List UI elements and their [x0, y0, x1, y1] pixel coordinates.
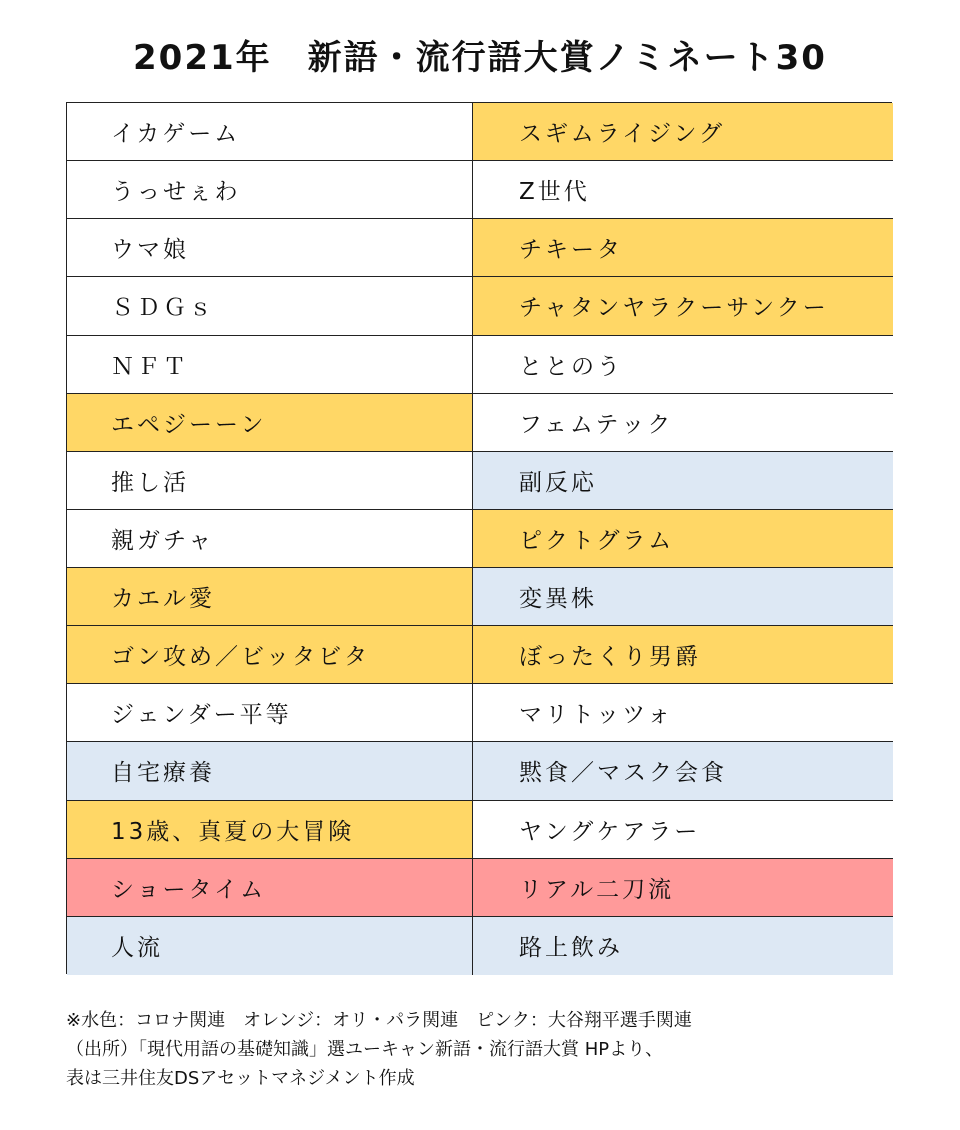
table-cell: 副反応 — [473, 452, 893, 510]
table-cell: リアル二刀流 — [473, 859, 893, 917]
table-cell: 人流 — [67, 917, 473, 975]
color-legend-note: ※水色：コロナ関連 オレンジ：オリ・パラ関連 ピンク：大谷翔平選手関連 — [66, 1010, 692, 1031]
table-cell: ウマ娘 — [67, 219, 473, 277]
table-cell: ショータイム — [67, 859, 473, 917]
author-note: 表は三井住友DSアセットマネジメント作成 — [66, 1068, 415, 1089]
table-cell: Z世代 — [473, 161, 893, 219]
table-cell: ピクトグラム — [473, 510, 893, 568]
table-cell: チャタンヤラクーサンクー — [473, 277, 893, 335]
table-cell: チキータ — [473, 219, 893, 277]
table-cell: ジェンダー平等 — [67, 684, 473, 742]
table-cell: 黙食／マスク会食 — [473, 742, 893, 800]
table-cell: 親ガチャ — [67, 510, 473, 568]
table-cell: エペジーーン — [67, 394, 473, 452]
table-cell: イカゲーム — [67, 103, 473, 161]
table-cell: ととのう — [473, 336, 893, 394]
table-cell: カエル愛 — [67, 568, 473, 626]
table-cell: 変異株 — [473, 568, 893, 626]
table-cell: 自宅療養 — [67, 742, 473, 800]
table-cell: 13歳、真夏の大冒険 — [67, 801, 473, 859]
footnotes — [66, 1006, 946, 1093]
table-cell: 推し活 — [67, 452, 473, 510]
table-cell: ぼったくり男爵 — [473, 626, 893, 684]
table-cell: マリトッツォ — [473, 684, 893, 742]
table-cell: ヤングケアラー — [473, 801, 893, 859]
nominee-table — [66, 102, 892, 974]
table-cell: ゴン攻め／ビッタビタ — [67, 626, 473, 684]
table-cell: ＳＤＧｓ — [67, 277, 473, 335]
table-cell: ＮＦＴ — [67, 336, 473, 394]
table-cell: 路上飲み — [473, 917, 893, 975]
page-title: 2021年 新語・流行語大賞ノミネート30 — [133, 38, 827, 78]
source-note: （出所）「現代用語の基礎知識」選ユーキャン新語・流行語大賞 HPより、 — [66, 1039, 664, 1060]
table-cell: うっせぇわ — [67, 161, 473, 219]
table-cell: スギムライジング — [473, 103, 893, 161]
table-cell: フェムテック — [473, 394, 893, 452]
